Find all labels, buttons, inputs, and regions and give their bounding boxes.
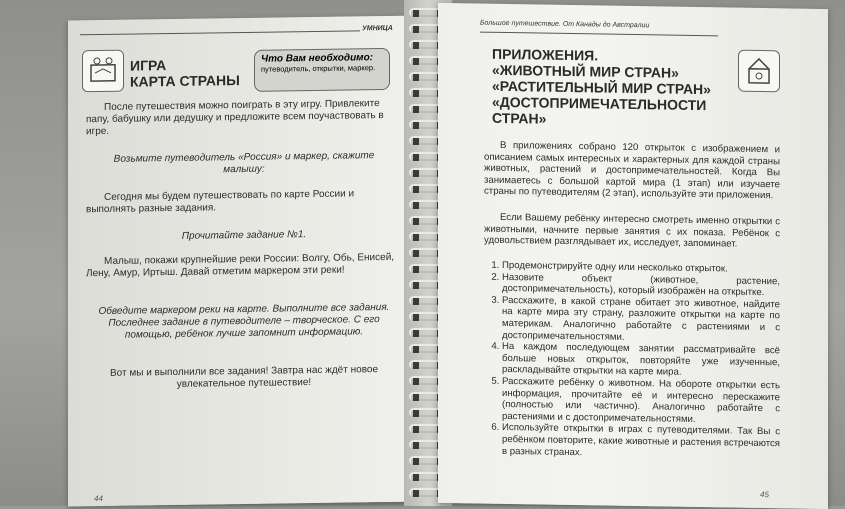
header-rule [80, 30, 360, 35]
right-running-header: Большое путешествие. От Канады до Австралии [480, 19, 650, 30]
left-running-header: УМНИЦА [362, 24, 393, 33]
right-page [438, 3, 828, 509]
left-paragraph-4: Вот мы и выполнили все задания! Завтра нас ждёт новое увлекательное путешествие! [109, 364, 379, 390]
game-icon [82, 50, 124, 93]
title-line: СТРАН» [492, 109, 547, 127]
left-instruction-3: Обведите маркером реки на карте. Выполните все задания. Последнее задание в путеводителе – творческое. С его помощью, ребёнок лучше запомнит информацию. [98, 301, 390, 341]
left-instruction-1: Возьмите путеводитель «Россия» и маркер, скажите малышу: [113, 150, 375, 176]
requirements-heading: Что Вам необходимо: [261, 52, 374, 65]
right-page-number: 45 [760, 489, 769, 500]
title-line: ИГРА [130, 57, 167, 74]
left-title [130, 56, 240, 90]
list-item: 4. На каждом последующем занятии рассматривайте всё больше новых открыток, повторяйте уже изученные, раскладывайте открытки на карте мира. [502, 341, 780, 380]
header-rule [480, 32, 718, 37]
list-item: 5. Расскажите ребёнку о животном. На обороте открытки есть информация, прочитайте её и интересно перескажите (полностью или частично). Аналогично работайте с растениями и с достопримечательностями. [502, 376, 780, 427]
list-item: 3. Расскажите, в какой стране обитает это животное, найдите на карте мира эту страну, разложите открытки на карте по материкам. Аналогично работайте с растениями и с достопримечательностями. [502, 295, 780, 346]
left-page [68, 16, 418, 507]
title-line: ПРИЛОЖЕНИЯ. [492, 45, 599, 64]
left-instruction-2: Прочитайте задание №1. [181, 229, 307, 242]
left-paragraph-1: После путешествия можно поиграть в эту игру. Привлеките папу, бабушку или дедушку и предложите всем поучаствовать в игре. [86, 98, 384, 138]
list-item: 1. Продемонстрируйте одну или несколько открыток. [502, 260, 780, 276]
requirements-body: путеводитель, открытки, маркер. [261, 63, 376, 74]
requirements-box [254, 48, 390, 92]
instruction-list [484, 260, 780, 462]
appendix-icon [738, 50, 780, 93]
left-page-number: 44 [94, 493, 103, 504]
title-line: «РАСТИТЕЛЬНЫЙ МИР СТРАН» [492, 77, 711, 98]
list-item: 6. Используйте открытки в играх с путеводителями. Так Вы с ребёнком повторите, какие животные и растения встречаются в разных странах. [502, 422, 780, 461]
list-item: 2. Назовите объект (животное, растение, достопримечательность), который изображён на открытке. [502, 272, 780, 300]
right-paragraph-2: Если Вашему ребёнку интересно смотреть именно открытки с животными, начните первые занятия с их показа. Ребёнок с удовольствием разглядывает их, исследует, запоминает. [484, 211, 780, 250]
right-paragraph-1: В приложениях собрано 120 открыток с изображением и описанием самых интересных и характерных для каждой страны животных, растений и достопримечательностей. Когда Вы занимаетесь с большой картой мира (1 этап) или изучаете страны по путеводителям (2 этап), используйте эти приложения. [484, 139, 780, 202]
right-title [492, 46, 711, 129]
left-paragraph-2: Сегодня мы будем путешествовать по карте России и выполнять разные задания. [86, 188, 355, 216]
title-line: «ДОСТОПРИМЕЧАТЕЛЬНОСТИ [492, 93, 707, 114]
title-line: КАРТА СТРАНЫ [130, 72, 240, 90]
left-paragraph-3: Малыш, покажи крупнейшие реки России: Волгу, Обь, Енисей, Лену, Амур, Иртыш. Давай отметим маркером эти реки! [86, 251, 395, 280]
title-line: «ЖИВОТНЫЙ МИР СТРАН» [492, 61, 679, 81]
